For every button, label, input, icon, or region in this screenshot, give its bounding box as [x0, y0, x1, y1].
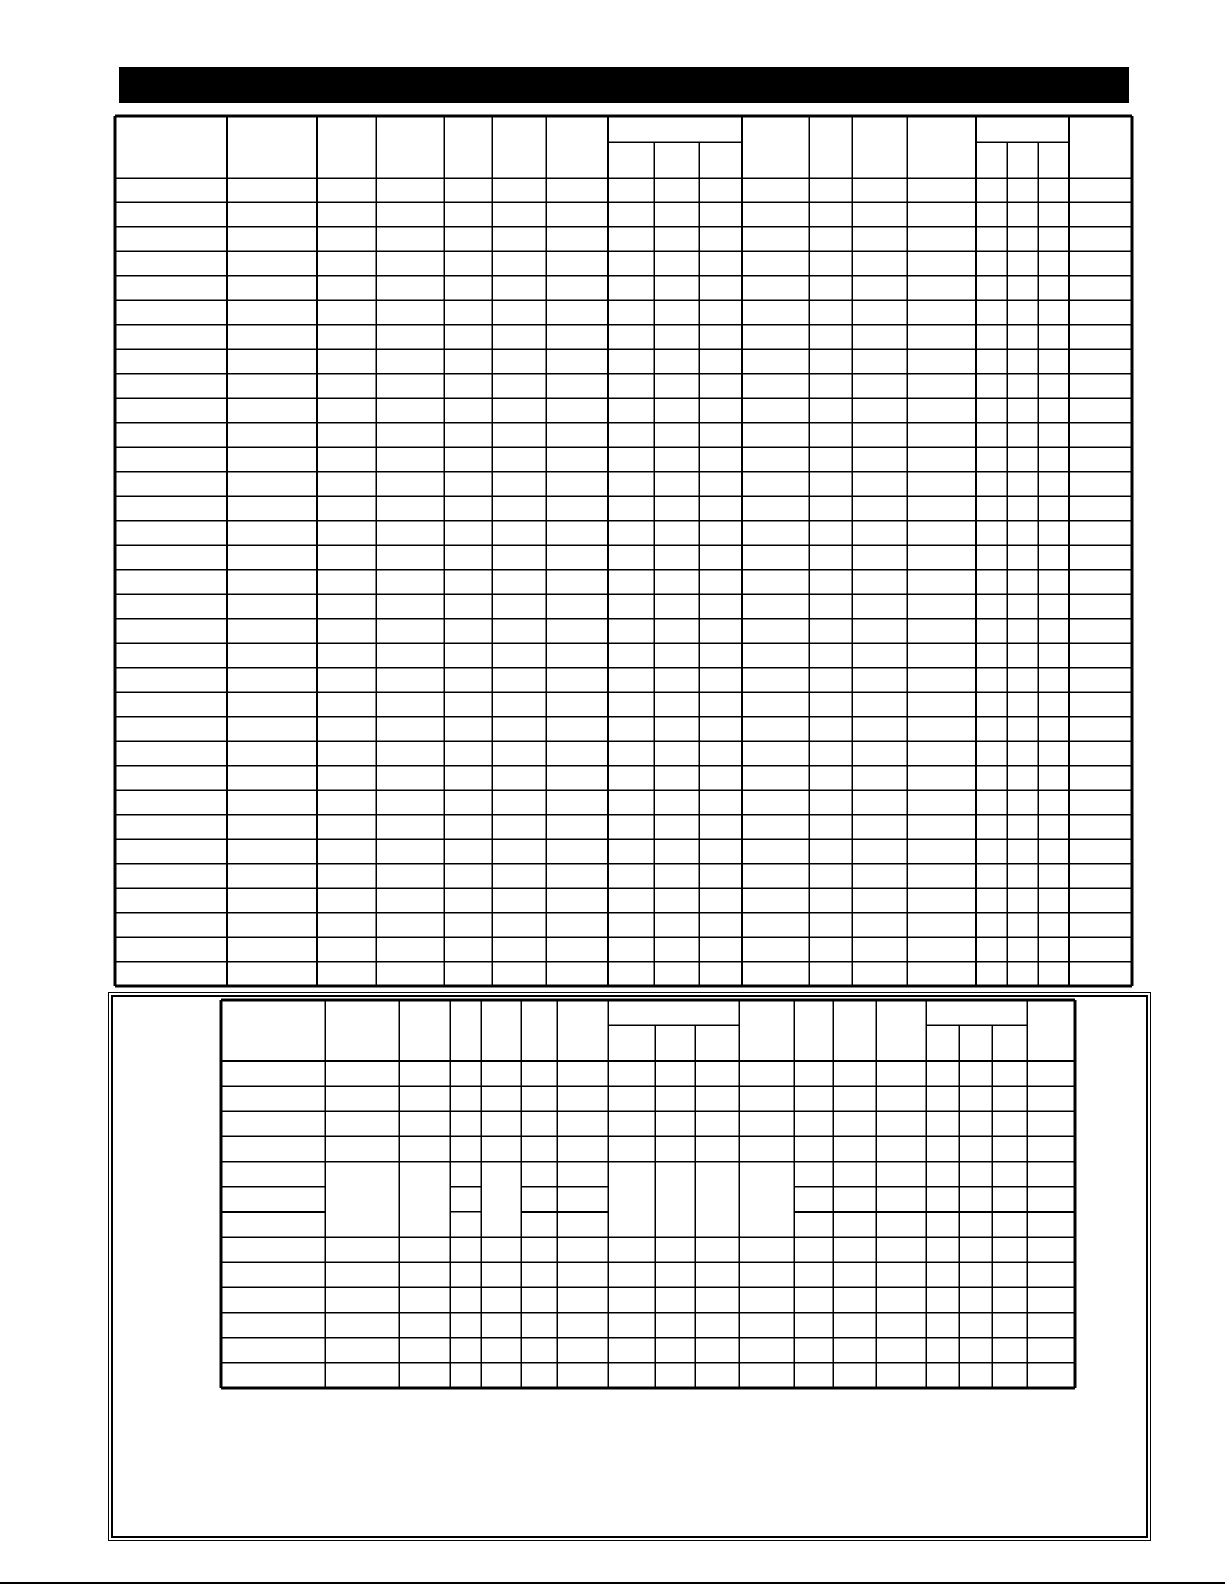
page-bottom-rule	[0, 1582, 1225, 1584]
